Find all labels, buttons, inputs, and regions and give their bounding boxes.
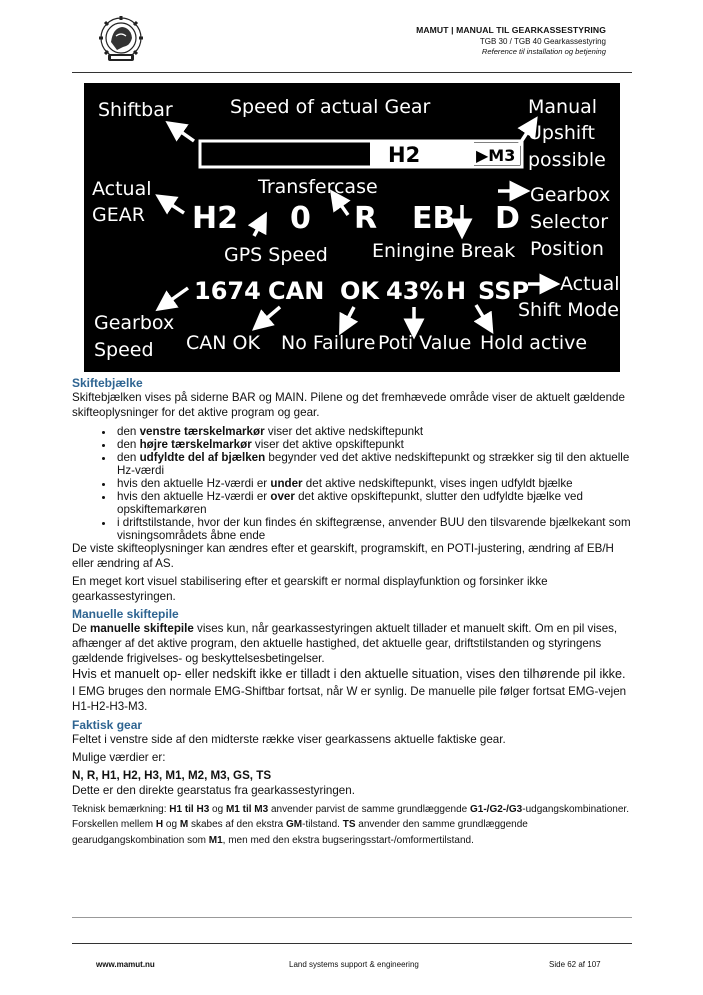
label-actual-gear-line1: Actual	[92, 178, 152, 200]
list-item: • den venstre tærskelmarkør viser det aktive nedskiftepunkt	[115, 425, 632, 438]
selector-position-value: D	[495, 201, 520, 236]
footer-company: Land systems support & engineering	[289, 960, 419, 969]
label-gearbox-speed-line2: Speed	[94, 339, 154, 361]
para-faktisk-3: Dette er den direkte gearstatus fra gearkassestyringen.	[72, 783, 355, 797]
para-gear-values: N, R, H1, H2, H3, M1, M2, M3, GS, TS	[72, 768, 272, 782]
para-faktisk-1: Feltet i venstre side af den midterste række viser gearkassens aktuelle faktiske gear.	[72, 733, 506, 747]
para-skiftebjaelke-intro: Skiftebjælken vises på siderne BAR og MAIN. Pilene og det fremhævede område viser de aktuelt gældende skifteoplysninger for det aktive program og gear.	[72, 391, 625, 419]
label-transfercase: Transfercase	[258, 176, 378, 198]
shiftbar-bullet-list	[72, 425, 632, 542]
list-item: • den udfyldte del af bjælken begynder ved det aktive nedskiftepunkt og strækker sig til den aktuelle Hz-værdi	[115, 451, 632, 477]
label-manual-line3: possible	[528, 149, 606, 171]
content-end-rule	[72, 917, 632, 918]
label-can-ok: CAN OK	[186, 332, 260, 354]
label-manual-line1: Manual	[528, 96, 598, 118]
para-faktisk-2: Mulige værdier er:	[72, 751, 166, 765]
para-technical-note: Teknisk bemærkning: H1 til H3 og M1 til M3 anvender parvist de samme grundlæggende G1-/G2-/G3-udgangskombinationer. Forskellen mellem H og M skabes af den ekstra GM-tilstand. TS anvender den samme grundlæggende gearudgangskombination som M1, men med den ekstra bugseringsstart-/omformertilstand.	[72, 803, 629, 846]
para-manuelle-1: De manuelle skiftepile vises kun, når gearkassestyringen aktuelt tillader et manuelt skift. Om en pil vises, afhænger af det aktive program, den aktuelle hastighed, det aktuelle gear, driftstilstanden og styringens gældende frigivelses- og beskyttelsesbetingelser.	[72, 622, 618, 666]
footer-page-number: Side 62 af 107	[549, 960, 601, 969]
list-item: • hvis den aktuelle Hz-værdi er under det aktive nedskiftepunkt, vises ingen udfyldt bjælke	[115, 477, 632, 490]
label-manual-line2: Upshift	[528, 122, 595, 144]
arrow-transfercase	[336, 198, 348, 215]
label-shiftbar: Shiftbar	[98, 99, 173, 121]
failure-value: OK	[340, 277, 379, 305]
para-skiftebjaelke-3: En meget kort visuel stabilisering efter et gearskift er normal displayfunktion og forsinker ikke gearkassestyringen.	[72, 574, 548, 603]
label-engine-break: Eningine Break	[372, 240, 516, 262]
label-shift-mode-line1: Actual	[560, 273, 620, 295]
label-selector-line3: Position	[530, 238, 604, 260]
para-manuelle-3: I EMG bruges den normale EMG-Shiftbar fortsat, når W er synlig. De manuelle pile følger fortsat EMG-vejen H1-H2-H3-M3.	[72, 685, 627, 714]
arrow-can-ok	[260, 307, 280, 324]
upshift-indicator: ▶M3	[476, 146, 516, 165]
footer-rule	[72, 943, 632, 944]
label-poti-value: Poti Value	[378, 332, 472, 354]
shift-mode-value: SSP	[478, 277, 530, 305]
engine-break-value: EB	[412, 201, 456, 236]
header-subtitle: TGB 30 / TGB 40 Gearkassestyring	[479, 37, 606, 46]
heading-skiftebjaelke: Skiftebjælke	[72, 376, 143, 390]
arrow-no-failure	[344, 307, 354, 326]
gearbox-speed-value: 1674	[194, 277, 261, 305]
transfercase-value-2: R	[354, 201, 378, 236]
label-gearbox-speed-line1: Gearbox	[94, 312, 175, 334]
company-logo	[95, 14, 147, 66]
label-gps-speed: GPS Speed	[224, 244, 328, 266]
display-screenshot	[84, 83, 620, 372]
header-reference: Reference til installation og betjening	[481, 47, 606, 56]
actual-gear-value: H2	[192, 201, 238, 236]
shiftbar-fill	[370, 142, 474, 166]
page-header	[416, 25, 606, 56]
label-shift-mode-line2: Shift Mode	[518, 299, 619, 321]
header-title: MAMUT | MANUAL TIL GEARKASSESTYRING	[416, 25, 606, 35]
arrow-gps-speed	[254, 221, 262, 236]
list-item: • hvis den aktuelle Hz-værdi er over det aktive opskiftepunkt, slutter den udfyldte bjælke ved opskiftemarkøren	[115, 490, 632, 516]
arrow-actual-gear	[164, 200, 184, 213]
footer-website: www.mamut.nu	[96, 960, 155, 969]
transfercase-value-1: 0	[290, 201, 311, 236]
label-selector-line1: Gearbox	[530, 184, 611, 206]
label-no-failure: No Failure	[281, 332, 376, 354]
para-skiftebjaelke-2: De viste skifteoplysninger kan ændres efter et gearskift, programskift, en POTI-justering, ændring af EB/H eller ændring af AS.	[72, 541, 614, 570]
para-manuelle-2: Hvis et manuelt op- eller nedskift ikke er tilladt i den aktuelle situation, vises den tilhørende pil ikke.	[72, 667, 626, 682]
shiftbar-gear-value: H2	[388, 143, 421, 167]
list-item: • i driftstilstande, hvor der kun findes én skiftegrænse, anvender BUU den tilsvarende bjælkekant som visningsområdets åbne ende	[115, 516, 632, 542]
heading-manuelle-skiftepile: Manuelle skiftepile	[72, 607, 179, 622]
body-content	[72, 376, 632, 849]
list-item: • den højre tærskelmarkør viser det aktive opskiftepunkt	[115, 438, 632, 451]
label-speed-of-gear: Speed of actual Gear	[230, 96, 431, 118]
arrow-shiftbar	[174, 127, 194, 141]
label-hold-active: Hold active	[480, 332, 588, 354]
hold-value: H	[446, 277, 467, 305]
poti-value: 43%	[386, 277, 444, 305]
can-value: CAN	[268, 277, 325, 305]
label-actual-gear-line2: GEAR	[92, 204, 145, 226]
label-selector-line2: Selector	[530, 211, 609, 233]
arrow-gearbox-speed	[164, 288, 188, 305]
header-rule	[72, 72, 632, 73]
heading-faktisk-gear: Faktisk gear	[72, 718, 143, 733]
arrow-hold-active	[476, 305, 488, 325]
